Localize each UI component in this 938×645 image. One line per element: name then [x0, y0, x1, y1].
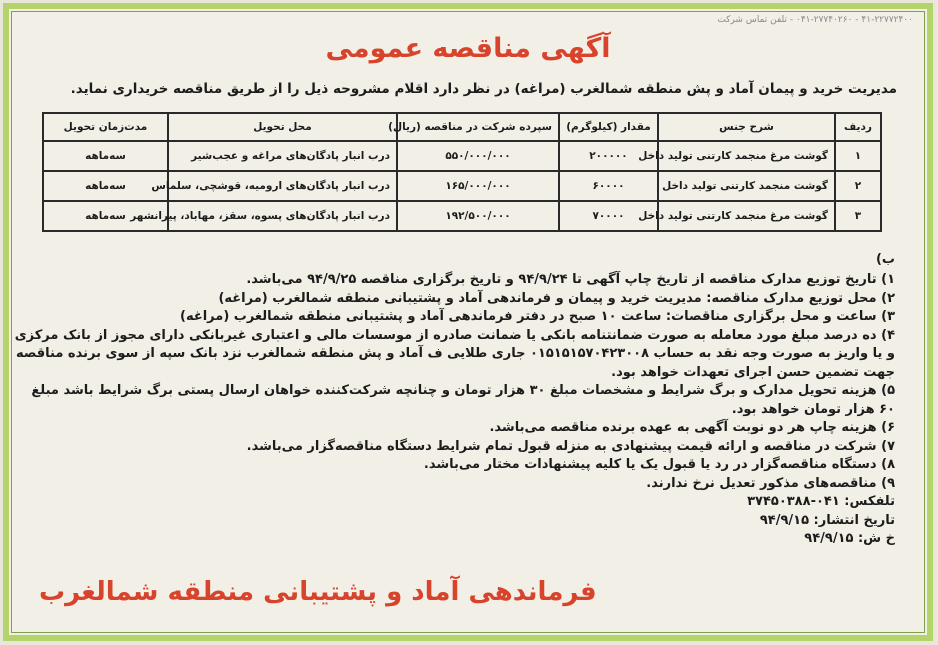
- table-row: [43, 171, 881, 201]
- cell-quantity: ۶۰۰۰۰: [559, 171, 658, 201]
- cell-deposit: ۵۵۰/۰۰۰/۰۰۰: [397, 141, 559, 171]
- condition-item: ۲) محل توزیع مدارک مناقصه: مدیریت خرید و پیمان و فرماندهی آماد و پشتیبانی منطقه شمالغرب (مراغه): [218, 290, 895, 306]
- condition-item: ۹) مناقصه‌های مذکور تعدیل نرخ ندارند.: [646, 475, 895, 491]
- cell-item: گوشت مرغ منجمد کارتنی تولید داخل: [658, 141, 835, 171]
- header-place: محل تحویل: [168, 113, 397, 141]
- cell-duration: سه‌ماهه: [43, 141, 168, 171]
- table-row: [43, 201, 881, 231]
- publish-date-line: تاریخ انتشار: ۹۴/۹/۱۵: [759, 512, 895, 528]
- table-row: [43, 141, 881, 171]
- cell-row-no: ۱: [835, 141, 881, 171]
- condition-item: ۴) ده درصد مبلغ مورد معامله به صورت ضمانتنامه بانکی یا ضمانت صادره از موسسات مالی و اعتباری غیربانکی دارای مجوز از بانک مرکزی: [14, 327, 895, 343]
- condition-item: جهت تضمین حسن اجرای تعهدات خواهد بود.: [611, 364, 895, 380]
- cell-duration: سه‌ماهه: [43, 171, 168, 201]
- table-header-row: [43, 113, 881, 141]
- condition-item: ۵) هزینه تحویل مدارک و برگ شرایط و مشخصات مبلغ ۳۰ هزار تومان و چنانچه شرکت‌کننده خواهان ارسال پستی برگ شرایط باشد مبلغ: [31, 383, 895, 398]
- cell-item: گوشت منجمد کارتنی تولید داخل: [658, 171, 835, 201]
- cell-deposit: ۱۶۵/۰۰۰/۰۰۰: [397, 171, 559, 201]
- cell-duration: سه‌ماهه: [43, 201, 168, 231]
- condition-item: ۷) شرکت در مناقصه و ارائه قیمت پیشنهادی به منزله قبول تمام شرایط دستگاه مناقصه‌گزار می‌باشد.: [246, 438, 895, 454]
- ad-frame: [3, 3, 933, 641]
- ad-title: آگهی مناقصه عمومی: [325, 33, 611, 64]
- header-deposit: سپرده شرکت در مناقصه (ریال): [397, 113, 559, 141]
- cell-quantity: ۲۰۰۰۰۰: [559, 141, 658, 171]
- condition-item: ۶) هزینه چاپ هر دو نوبت آگهی به عهده برنده مناقصه می‌باشد.: [489, 420, 895, 435]
- conditions-list: [14, 271, 895, 549]
- top-strip: ۴۱-۲۲۷۷۲۴۰۰ - ۰۴۱-۲۷۷۴۰۲۶۰ - تلفن تماس شرکت: [717, 15, 913, 25]
- signature-organization: فرماندهی آماد و پشتیبانی منطقه شمالغرب: [39, 577, 597, 607]
- cell-item: گوشت مرغ منجمد کارتنی تولید داخل: [658, 201, 835, 231]
- cell-place: درب انبار پادگان‌های ارومیه، قوشچی، سلماس: [168, 171, 397, 201]
- cell-place: درب انبار پادگان‌های پسوه، سقز، مهاباد، پیرانشهر: [168, 201, 397, 231]
- tender-table: [42, 112, 882, 232]
- condition-item: ۸) دستگاه مناقصه‌گزار در رد یا قبول یک یا کلیه پیشنهادات مختار می‌باشد.: [423, 457, 895, 472]
- cell-deposit: ۱۹۲/۵۰۰/۰۰۰: [397, 201, 559, 231]
- header-duration: مدت‌زمان تحویل: [43, 113, 168, 141]
- section-b-label: ب): [875, 252, 895, 267]
- cell-quantity: ۷۰۰۰۰: [559, 201, 658, 231]
- condition-item: ۶۰ هزار تومان خواهد بود.: [731, 401, 895, 417]
- condition-item: ۱) تاریخ توزیع مدارک مناقصه از تاریخ چاپ آگهی تا ۹۴/۹/۲۴ و تاریخ برگزاری مناقصه ۹۴/۹/۲۵ می‌باشد.: [246, 272, 895, 287]
- header-row-no: ردیف: [835, 113, 881, 141]
- condition-item: ۳) ساعت و محل برگزاری مناقصات: ساعت ۱۰ صبح در دفتر فرماندهی آماد و پشتیبانی منطقه شمالغرب (مراغه): [180, 309, 895, 324]
- condition-item: و یا واریز به صورت وجه نقد به حساب ۰۱۵۱۵۱۵۷۰۴۲۳۰۰۸ جاری طلایی ف آماد و پش منطقه شمالغرب نزد بانک سپه از سوی برنده مناقصه: [15, 346, 895, 361]
- code-line: خ ش: ۹۴/۹/۱۵: [804, 531, 895, 546]
- cell-row-no: ۳: [835, 201, 881, 231]
- ad-intro: مدیریت خرید و پیمان آماد و پش منطقه شمالغرب (مراغه) در نظر دارد اقلام مشروحه ذیل را از طریق مناقصه خریداری نماید.: [70, 81, 897, 97]
- header-item: شرح جنس: [658, 113, 835, 141]
- telefax-line: تلفکس: ۰۴۱-۳۷۴۵۰۳۸۸: [747, 494, 895, 509]
- header-quantity: مقدار (کیلوگرم): [559, 113, 658, 141]
- cell-place: درب انبار پادگان‌های مراغه و عجب‌شیر: [168, 141, 397, 171]
- cell-row-no: ۲: [835, 171, 881, 201]
